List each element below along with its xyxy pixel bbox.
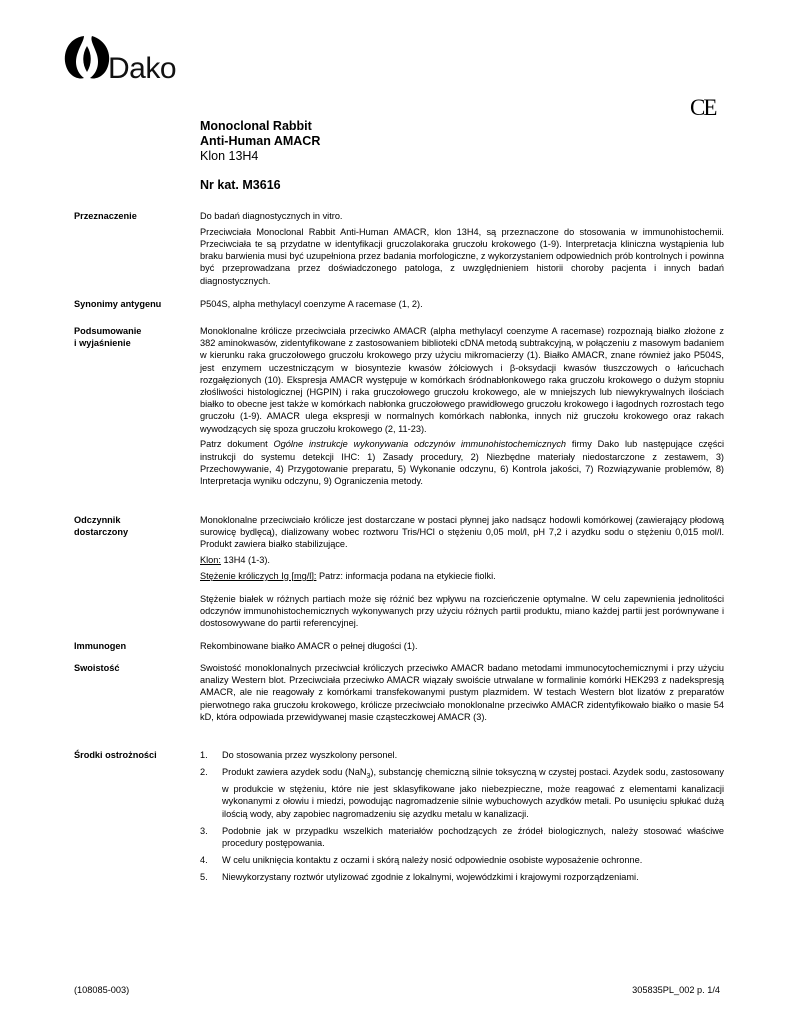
label-line: Odczynnik xyxy=(74,515,121,525)
section-label: Przeznaczenie xyxy=(74,211,137,221)
section-body xyxy=(200,210,724,290)
label-line: Podsumowanie xyxy=(74,326,142,336)
paragraph: Przeciwciała Monoclonal Rabbit Anti-Human AMACR, klon 13H4, są przeznaczone do stosowania w immunohistochemii. Przeciwciała te są przydatne w identyfikacji gruczolakoraka gruczołu krokowego (1-9). Interpretacja kliniczna wystąpienia lub braku barwienia musi być uzupełniona przez badania morfologiczne, z wykorzystaniem odpowiednich prób kontrolnych i powinna być przeprowadzana przez doświadczonego patologa, z uwzględnieniem historii choroby pacjenta i innych badań diagnostycznych. xyxy=(200,226,724,286)
list-item xyxy=(200,766,724,820)
item-number: 3. xyxy=(200,825,208,836)
footer-page-number: 305835PL_002 p. 1/4 xyxy=(632,985,720,995)
text-run: Patrz dokument xyxy=(200,439,274,450)
paragraph: Do badań diagnostycznych in vitro. xyxy=(200,211,343,221)
document-title: Ogólne instrukcje wykonywania odczynów immunohistochemicznych xyxy=(273,439,567,450)
list-item xyxy=(200,854,724,866)
section-label: Immunogen xyxy=(74,641,127,651)
section-body: P504S, alpha methylacyl coenzyme A racemase (1, 2). xyxy=(200,299,423,309)
item-text: Niewykorzystany roztwór utylizować zgodnie z lokalnymi, wojewódzkimi i krajowymi rozporządzeniami. xyxy=(222,872,639,883)
section-body: Swoistość monoklonalnych przeciwciał króliczych przeciwko AMACR badano metodami immunocytochemicznymi i przy użyciu analizy Western blot. Przeciwciała przeciwko AMACR wiązały swoiście utrwalane w formalinie komórki HEK293 z nadekspresją AMACR, ale nie reagowały z komórkami transfekowanymi pustym plazmidem. W testach Western blot lizatów z preparatów pierwotnego raka gruczołu krokowego, królicze przeciwciało monoklonalne przeciwko AMACR zidentyfikowało białko o masie 54 kD, która odpowiada przewidywanej masie cząsteczkowej AMACR (3). xyxy=(200,663,724,722)
item-text: Do stosowania przez wyszkolony personel. xyxy=(222,750,398,760)
concentration-label: Stężenie króliczych Ig [mg/l]: xyxy=(200,570,317,581)
paragraph: Monoklonalne królicze przeciwciała przeciwko AMACR (alpha methylacyl coenzyme A racemase) rozpoznają białko złożone z 382 aminokwasów, zidentyfikowane z zastosowaniem biblioteki cDNA metodą subtrakcyjną, w połączeniu z masowym badaniem w kierunku raka gruczołowego gruczołu krokowego przy użyciu mikromacierzy (1). Białko AMACR, znane również jako P504S, jest enzymem uczestniczącym w biosyntezie kwasów żółciowych i β-oksydacji kwasów tłuszczowych o łańcuchach rozgałęzionych (10). Ekspresja AMACR występuje w komórkach śródnabłonkowego raka gruczołu krokowego o dużym stopniu złośliwości histologicznej (HGPIN) i raka gruczołowego gruczołu krokowego, ale w mniejszych lub niewykrywalnych ilościach białko to obecne jest także w komórkach nabłonka gruczołowego prawidłowego gruczołu krokowego i łagodnych rozrostach tego gruczołu (1-9). AMACR ulega ekspresji w normalnych komórkach nabłonka, innych niż gruczołu krokowego oraz rakach wywodzących się spoza gruczołu krokowego (2, 11-23). xyxy=(200,326,724,434)
item-number: 2. xyxy=(200,767,208,778)
paragraph: Monoklonalne przeciwciało królicze jest dostarczane w postaci płynnej jako nadsącz hodowli komórkowej (zawierający płodową surowicę bydlęcą), dializowany wobec roztworu Tris/HCl o stężeniu 0,05 mol/l, pH 7,2 i azydku sodu o stężeniu 0,015 mol/l. Produkt zawiera białko stabilizujące. xyxy=(200,515,724,550)
label-line: i wyjaśnienie xyxy=(74,338,131,349)
text-run: firmy Dako lub następujące części instrukcji do systemu detekcji IHC: 1) Zasady procedury, 2) Niezbędne materiały niedostarczone z zestawem, 3) Przechowywanie, 4) Przygotowanie preparatu, 5) Wykonanie odczynu, 6) Kontrola jakości, 7) Rozwiązywanie problemów, 8) Interpretacja wyniku odczynu, 9) Ograniczenia metody. xyxy=(200,439,724,486)
paragraph: Stężenie białek w różnych partiach może się różnić bez wpływu na rozcieńczenie optymalne. W celu zapewnienia jednolitości odczynów immunohistochemicznych wykonywanych przy użyciu różnych partii produktu, miano każdej partii jest porównywane i dostosowywane do partii referencyjnej. xyxy=(200,594,724,629)
paragraph xyxy=(200,438,724,487)
section-label xyxy=(74,325,194,349)
dako-logo-text: Dako xyxy=(108,52,177,85)
section-label: Synonimy antygenu xyxy=(74,299,162,309)
section-label: Środki ostrożności xyxy=(74,750,157,760)
title-line-3: Klon 13H4 xyxy=(200,149,259,163)
item-text: Produkt zawiera azydek sodu (NaN xyxy=(222,767,367,778)
item-number: 1. xyxy=(200,750,208,760)
clone-label: Klon: xyxy=(200,555,221,566)
clone-line xyxy=(200,554,724,566)
item-number: 4. xyxy=(200,855,208,866)
catalog-number: Nr kat. M3616 xyxy=(200,178,281,192)
list-item xyxy=(200,749,724,761)
list-item xyxy=(200,825,724,849)
concentration-value: Patrz: informacja podana na etykiecie fiolki. xyxy=(316,570,496,581)
clone-value: 13H4 (1-3). xyxy=(220,555,270,566)
section-body xyxy=(200,514,724,633)
section-label xyxy=(74,514,194,538)
dako-logo-mark-icon xyxy=(62,32,112,84)
item-number: 5. xyxy=(200,872,208,883)
section-body: Rekombinowane białko AMACR o pełnej długości (1). xyxy=(200,641,418,651)
item-text: Podobnie jak w przypadku wszelkich materiałów pochodzących ze źródeł biologicznych, należy stosować właściwe procedury postępowania. xyxy=(222,825,724,849)
section-body xyxy=(200,749,724,889)
item-text: W celu uniknięcia kontaktu z oczami i skórą należy nosić odpowiednie osobiste wyposażenie ochronne. xyxy=(222,855,643,866)
product-title xyxy=(200,119,320,164)
ce-mark: CE xyxy=(690,95,716,120)
section-body xyxy=(200,325,724,491)
list-item xyxy=(200,871,724,883)
precautions-list xyxy=(200,749,724,884)
concentration-line xyxy=(200,570,724,582)
footer-document-code: (108085-003) xyxy=(74,985,130,995)
title-line-2: Anti-Human AMACR xyxy=(200,134,321,148)
section-label: Swoistość xyxy=(74,663,120,673)
subscript: 3 xyxy=(366,773,371,781)
label-line: dostarczony xyxy=(74,527,129,538)
dako-logo xyxy=(62,32,192,88)
item-text: ), substancję chemiczną silnie toksyczną w czystej postaci. Azydek sodu, zastosowany w produkcie w stężeniu, które nie jest sklasyfikowane jako niebezpieczne, może reagować z elementami kanalizacji wykonanymi z ołowiu i miedzi, powodując nagromadzenie silnie wybuchowych azydków metali. Po usunięciu spłukać dużą ilością wody, aby zapobiec nagromadzeniu się azydku metalu w kanalizacji. xyxy=(222,767,724,819)
title-line-1: Monoclonal Rabbit xyxy=(200,119,312,133)
